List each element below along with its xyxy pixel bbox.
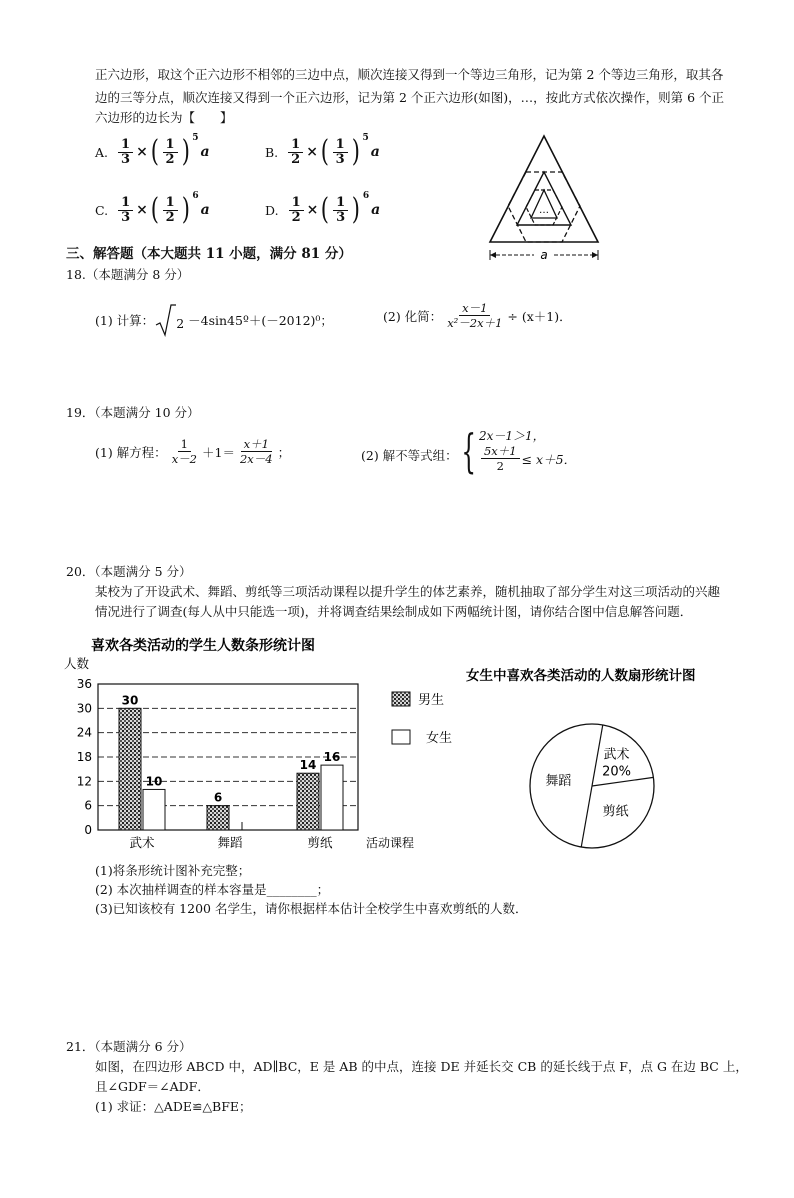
pie-chart (458, 660, 758, 860)
x-axis-label: 活动课程 (366, 836, 415, 850)
figure-dots: … (539, 205, 549, 216)
q18-part1-prefix: (1) 计算： (95, 313, 155, 328)
option-d: D. $\frac{1}{2}$ × ( $\frac{1}{3}$ ) 6 a (265, 191, 381, 227)
option-letter: A. (95, 144, 109, 160)
option-c: C. $\frac{1}{3}$ × ( $\frac{1}{2}$ ) 6 a (95, 191, 210, 227)
legend-swatch-boys (392, 692, 410, 706)
bar-label-girls-0: 10 (145, 774, 163, 789)
category-label-2: 剪纸 (307, 835, 333, 850)
q18-part1-rest: －4sin45º＋(－2012)⁰； (188, 313, 333, 328)
category-label-0: 武术 (129, 835, 155, 850)
q17-text-line3: 六边形的边长为【 】 (95, 110, 233, 125)
option-b: B. $\frac{1}{2}$ × ( $\frac{1}{3}$ ) 5 a (265, 133, 380, 169)
option-letter: D. (265, 202, 279, 218)
q18-part2-rest: ÷ (x＋1)． (507, 308, 572, 324)
q20-sub2: (2) 本次抽样调查的样本容量是________； (95, 882, 330, 897)
q21-text-line1: 如图，在四边形 ABCD 中，AD∥BC，E 是 AB 的中点，连接 DE 并延长交 CB 的延长线于点 F，点 G 在边 BC 上， (95, 1059, 748, 1074)
bar-chart-title: 喜欢各类活动的学生人数条形统计图 (91, 638, 315, 654)
pie-label-2: 舞蹈 (545, 774, 572, 790)
bar-chart (58, 630, 478, 860)
bar-girls-2 (321, 765, 343, 830)
option-letter: B. (265, 144, 279, 160)
q18-part2 (383, 301, 572, 330)
brace-icon: { (461, 424, 476, 478)
q17-text-line1: 正六边形，取这个正六边形不相邻的三边中点，顺次连接又得到一个等边三角形，记为第 2 个等边三角形，取其各 (95, 67, 724, 82)
q18-part1 (95, 303, 333, 337)
q18-part2-prefix: (2) 化简： (383, 308, 443, 324)
category-label-1: 舞蹈 (217, 835, 243, 850)
q19-part1 (95, 437, 290, 466)
bar-label-boys-0: 30 (121, 693, 139, 708)
q19-ineq2-den: 2 (496, 459, 504, 473)
option-letter: C. (95, 202, 109, 218)
bar-girls-0 (143, 789, 165, 830)
bar-boys-1 (207, 806, 229, 830)
q19-frac2-den: 2x－4 (239, 452, 273, 466)
q19-header: 19．（本题满分 10 分） (66, 405, 200, 420)
option-a: A. $\frac{1}{3}$ × ( $\frac{1}{2}$ ) 5 a (95, 133, 210, 169)
pie-label-0: 武术 (603, 747, 630, 763)
pie-value-label-0: 20% (602, 764, 631, 780)
bar-label-boys-1: 6 (213, 790, 223, 805)
bar-boys-2 (297, 773, 319, 830)
q17-text-line2: 边的三等分点，顺次连接又得到一个正六边形，记为第 2 个正六边形(如图)，…，按此方式依次操作，则第 6 个正 (95, 90, 725, 105)
bar-label-girls-2: 16 (323, 750, 341, 765)
legend-label-girls: 女生 (426, 731, 453, 746)
q18-part1-radicand: 2 (176, 315, 185, 331)
radical-sign-icon (154, 303, 176, 337)
q18-fraction-denominator: x²－2x＋1 (447, 316, 503, 330)
q20-text-line1: 某校为了开设武术、舞蹈、剪纸等三项活动课程以提升学生的体艺素养，随机抽取了部分学生对这三项活动的兴趣 (95, 584, 721, 599)
q19-ineq1: 2x－1＞1， (478, 429, 545, 443)
q18-header: 18.（本题满分 8 分） (66, 267, 190, 282)
q19-part1-end: ； (277, 444, 291, 460)
pie-chart-title: 女生中喜欢各类活动的人数扇形统计图 (466, 668, 696, 684)
y-tick-label: 6 (84, 798, 92, 813)
q19-part1-mid: ＋1＝ (202, 444, 235, 460)
q19-part2 (361, 424, 577, 478)
legend-label-boys: 男生 (418, 693, 445, 708)
bar-boys-0 (119, 708, 141, 830)
q19-part1-prefix: (1) 解方程： (95, 444, 167, 460)
q19-ineq2-rest: ≤ x＋5． (521, 451, 577, 467)
pie-label-1: 剪纸 (602, 804, 629, 820)
y-tick-label: 18 (76, 750, 92, 764)
y-tick-label: 36 (76, 677, 92, 691)
q19-frac1-den: x－2 (171, 452, 197, 466)
nested-triangle-figure (484, 132, 604, 262)
q21-text-line3: (1) 求证：△ADE≌△BFE； (95, 1099, 252, 1114)
q21-text-line2: 且∠GDF＝∠ADF． (95, 1079, 210, 1094)
q19-frac2-num: x＋1 (241, 437, 272, 452)
y-tick-label: 24 (76, 725, 92, 740)
figure-label-a: a (540, 248, 548, 262)
y-tick-label: 12 (76, 774, 92, 789)
y-tick-label: 0 (84, 823, 92, 837)
bar-label-boys-2: 14 (299, 758, 317, 773)
section-3-title: 三、解答题（本大题共 11 小题，满分 81 分） (66, 246, 352, 262)
q20-header: 20．（本题满分 5 分） (66, 564, 192, 579)
q20-text-line2: 情况进行了调查(每人从中只能选一项)，并将调查结果绘制成如下两幅统计图，请你结合图中信息解答问题． (95, 604, 693, 619)
triangle-2 (517, 172, 571, 225)
q20-sub3: (3)已知该校有 1200 名学生，请你根据样本估计全校学生中喜欢剪纸的人数． (95, 901, 528, 916)
q20-sub1: (1)将条形统计图补充完整； (95, 863, 251, 878)
q19-frac1-num: 1 (178, 437, 191, 452)
y-tick-label: 30 (76, 701, 92, 716)
q21-header: 21．（本题满分 6 分） (66, 1039, 192, 1054)
bar-chart-ylabel: 人数 (64, 656, 90, 671)
legend-swatch-girls (392, 730, 410, 744)
q18-fraction-numerator: x－1 (459, 301, 490, 316)
q19-ineq2-num: 5x＋1 (481, 444, 520, 459)
q19-part2-prefix: (2) 解不等式组： (361, 448, 458, 463)
